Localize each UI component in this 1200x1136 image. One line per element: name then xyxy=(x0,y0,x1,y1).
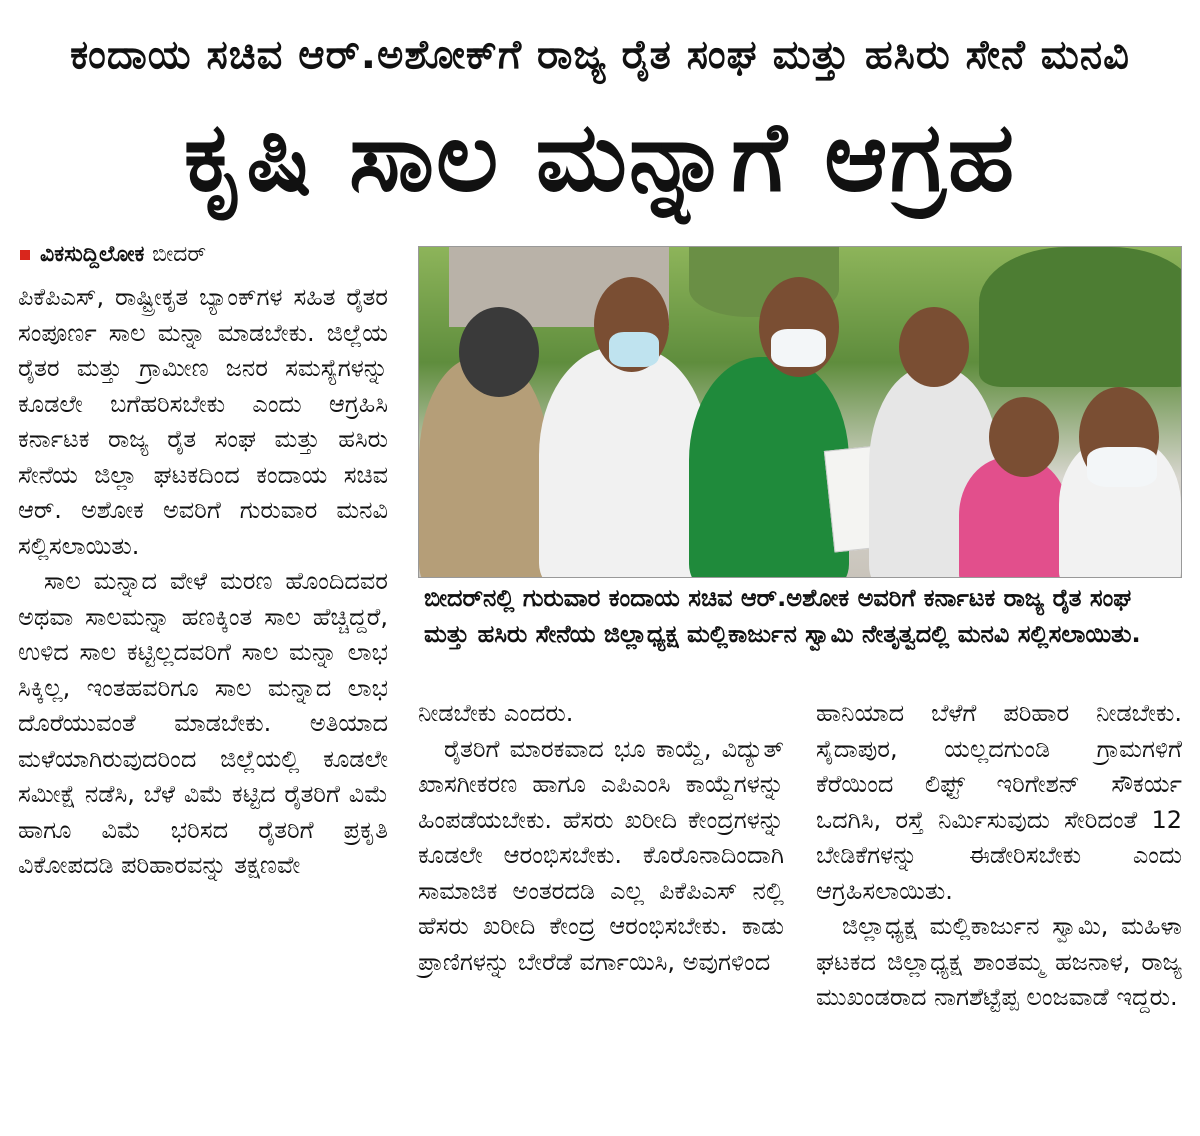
dateline xyxy=(20,240,400,270)
article-paragraph: ಹಾನಿಯಾದ ಬೆಳೆಗೆ ಪರಿಹಾರ ನೀಡಬೇಕು. ಸೈದಾಪುರ, ಯಲ್ಲದಗುಂಡಿ ಗ್ರಾಮಗಳಿಗೆ ಕೆರೆಯಿಂದ ಲಿಫ್ಟ್ ಇರಿಗೇಶನ್ ಸೌಕರ್ಯ ಒದಗಿಸಿ, ರಸ್ತೆ ನಿರ್ಮಿಸುವುದು ಸೇರಿದಂತೆ 12 ಬೇಡಿಕೆಗಳನ್ನು ಈಡೇರಿಸಬೇಕು ಎಂದು ಆಗ್ರಹಿಸಲಾಯಿತು. xyxy=(816,699,1182,905)
photo-face-mask xyxy=(1087,447,1157,487)
article-paragraph: ನೀಡಬೇಕು ಎಂದರು. xyxy=(418,699,574,727)
dateline-source: ವಿಕಸುದ್ದಿಲೋಕ xyxy=(40,242,145,267)
article-paragraph: ಪಿಕೆಪಿಎಸ್, ರಾಷ್ಟ್ರೀಕೃತ ಬ್ಯಾಂಕ್‌ಗಳ ಸಹಿತ ರೈತರ ಸಂಪೂರ್ಣ ಸಾಲ ಮನ್ನಾ ಮಾಡಬೇಕು. ಜಿಲ್ಲೆಯ ರೈತರ ಮತ್ತು ಗ್ರಾಮೀಣ ಜನರ ಸಮಸ್ಯೆಗಳನ್ನು ಕೂಡಲೇ ಬಗೆಹರಿಸಬೇಕು ಎಂದು ಆಗ್ರಹಿಸಿ ಕರ್ನಾಟಕ ರಾಜ್ಯ ರೈತ ಸಂಘ ಮತ್ತು ಹಸಿರು ಸೇನೆಯ ಜಿಲ್ಲಾ ಘಟಕದಿಂದ ಕಂದಾಯ ಸಚಿವ ಆರ್. ಅಶೋಕ ಅವರಿಗೆ ಗುರುವಾರ ಮನವಿ ಸಲ್ಲಿಸಲಾಯಿತು. xyxy=(18,283,388,560)
photo-caption: ಬೀದರ್‌ನಲ್ಲಿ ಗುರುವಾರ ಕಂದಾಯ ಸಚಿವ ಆರ್.ಅಶೋಕ ಅವರಿಗೆ ಕರ್ನಾಟಕ ರಾಜ್ಯ ರೈತ ಸಂಘ ಮತ್ತು ಹಸಿರು ಸೇನೆಯ ಜಿಲ್ಲಾಧ್ಯಕ್ಷ ಮಲ್ಲಿಕಾರ್ಜುನ ಸ್ವಾಮಿ ನೇತೃತ್ವದಲ್ಲಿ ಮನವಿ ಸಲ್ಲಿಸಲಾಯಿತು. xyxy=(424,584,1141,648)
article-paragraph: ಸಾಲ ಮನ್ನಾದ ವೇಳೆ ಮರಣ ಹೊಂದಿದವರ ಅಥವಾ ಸಾಲಮನ್ನಾ ಹಣಕ್ಕಿಂತ ಸಾಲ ಹೆಚ್ಚಿದ್ದರೆ, ಉಳಿದ ಸಾಲ ಕಟ್ಟಿಲ್ಲದವರಿಗೆ ಸಾಲ ಮನ್ನಾ ಲಾಭ ಸಿಕ್ಕಿಲ್ಲ, ಇಂತಹವರಿಗೂ ಸಾಲ ಮನ್ನಾದ ಲಾಭ ದೊರೆಯುವಂತೆ ಮಾಡಬೇಕು. ಅತಿಯಾದ ಮಳೆಯಾಗಿರುವುದರಿಂದ ಜಿಲ್ಲೆಯಲ್ಲಿ ಕೂಡಲೇ ಸಮೀಕ್ಷೆ ನಡೆಸಿ, ಬೆಳೆ ವಿಮೆ ಕಟ್ಟಿದ ರೈತರಿಗೆ ವಿಮೆ ಹಾಗೂ ವಿಮೆ ಭರಿಸದ ರೈತರಿಗೆ ಪ್ರಕೃತಿ ವಿಕೋಪದಡಿ ಪರಿಹಾರವನ್ನು ತಕ್ಷಣವೇ xyxy=(18,567,388,879)
kicker-headline: ಕಂದಾಯ ಸಚಿವ ಆರ್.ಅಶೋಕ್‌ಗೆ ರಾಜ್ಯ ರೈತ ಸಂಘ ಮತ್ತು ಹಸಿರು ಸೇನೆ ಮನವಿ xyxy=(70,32,1130,78)
photo-person-head xyxy=(899,307,969,387)
photo-face-mask xyxy=(609,332,659,367)
article-paragraph: ಜಿಲ್ಲಾಧ್ಯಕ್ಷ ಮಲ್ಲಿಕಾರ್ಜುನ ಸ್ವಾಮಿ, ಮಹಿಳಾ ಘಟಕದ ಜಿಲ್ಲಾಧ್ಯಕ್ಷ ಶಾಂತಮ್ಮ ಹಜನಾಳ, ರಾಜ್ಯ ಮುಖಂಡರಾದ ನಾಗಶೆಟ್ಟೆಪ್ಪ ಲಂಜವಾಡೆ ಇದ್ದರು. xyxy=(816,912,1182,1011)
news-photo xyxy=(418,246,1182,578)
photo-person-white-shirt xyxy=(539,347,709,578)
photo-face-mask xyxy=(771,329,826,367)
photo-tree xyxy=(979,247,1182,387)
photo-person-head xyxy=(989,397,1059,477)
dateline-place: ಬೀದರ್ xyxy=(152,242,207,267)
main-headline: ಕೃಷಿ ಸಾಲ ಮನ್ನಾಗೆ ಆಗ್ರಹ xyxy=(183,101,1017,213)
article-paragraph: ರೈತರಿಗೆ ಮಾರಕವಾದ ಭೂ ಕಾಯ್ದೆ, ವಿದ್ಯುತ್ ಖಾಸಗೀಕರಣ ಹಾಗೂ ಎಪಿಎಂಸಿ ಕಾಯ್ದೆಗಳನ್ನು ಹಿಂಪಡೆಯಬೇಕು. ಹೆಸರು ಖರೀದಿ ಕೇಂದ್ರಗಳನ್ನು ಕೂಡಲೇ ಆರಂಭಿಸಬೇಕು. ಕೊರೊನಾದಿಂದಾಗಿ ಸಾಮಾಜಿಕ ಅಂತರದಡಿ ಎಲ್ಲ ಪಿಕೆಪಿಎಸ್ ನಲ್ಲಿ ಹೆಸರು ಖರೀದಿ ಕೇಂದ್ರ ಆರಂಭಿಸಬೇಕು. ಕಾಡು ಪ್ರಾಣಿಗಳನ್ನು ಬೇರೆಡೆ ವರ್ಗಾಯಿಸಿ, ಅವುಗಳಿಂದ xyxy=(418,734,784,976)
photo-person-head xyxy=(459,307,539,397)
article-column-left xyxy=(18,280,388,884)
red-square-bullet-icon xyxy=(20,250,30,260)
article-column-middle xyxy=(418,696,784,980)
article-column-right xyxy=(816,696,1182,1016)
